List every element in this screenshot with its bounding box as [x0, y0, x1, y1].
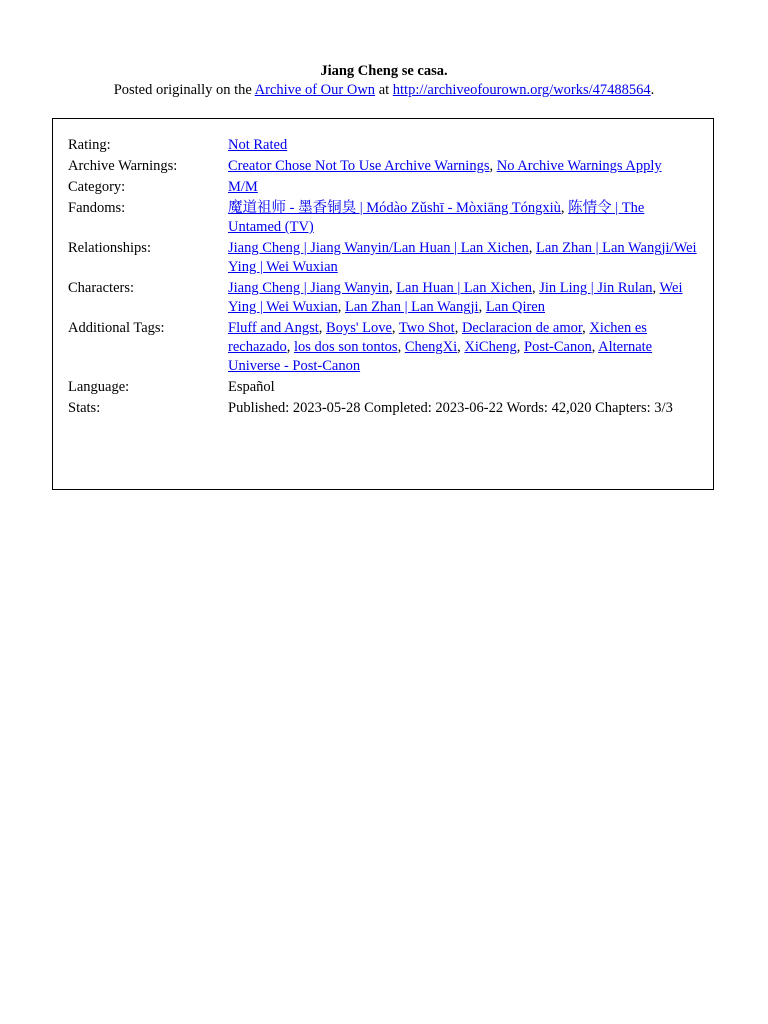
- metadata-box: [52, 118, 714, 490]
- relationships-label: Relationships:: [68, 240, 151, 256]
- meta-row-stats: [68, 399, 700, 418]
- meta-row-additional-tags: [68, 319, 700, 376]
- characters-label: Characters:: [68, 280, 135, 296]
- tag-link[interactable]: XiCheng: [464, 339, 517, 355]
- tag-link[interactable]: Post-Canon: [524, 339, 592, 355]
- additional-tags: Fluff and Angst, Boys' Love, Two Shot, Declaracion de amor, Xichen es rechazado, los dos son tontos, ChengXi, XiCheng, Post-Canon, Alternate Universe - Post-Canon: [228, 320, 653, 374]
- tag-link[interactable]: los dos son tontos: [294, 339, 398, 355]
- meta-row-characters: [68, 279, 700, 317]
- tag-link[interactable]: Fluff and Angst: [228, 320, 319, 336]
- tag-link[interactable]: Boys' Love: [326, 320, 392, 336]
- characters-tags: Jiang Cheng | Jiang Wanyin, Lan Huan | Lan Xichen, Jin Ling | Jin Rulan, Wei Ying | Wei Wuxian, Lan Zhan | Lan Wangji, Lan Qiren: [228, 280, 683, 315]
- fandoms-label: Fandoms:: [68, 200, 126, 216]
- meta-row-relationships: [68, 239, 700, 277]
- at-text: at: [375, 82, 393, 98]
- category-tags: [228, 178, 700, 197]
- relationships-tags: Jiang Cheng | Jiang Wanyin/Lan Huan | Lan Xichen, Lan Zhan | Lan Wangji/Wei Ying | Wei Wuxian: [228, 240, 697, 275]
- category-label: Category:: [68, 179, 126, 195]
- tag-link[interactable]: ChengXi: [404, 339, 458, 355]
- tag-link[interactable]: No Archive Warnings Apply: [496, 158, 662, 174]
- tag-link[interactable]: Jiang Cheng | Jiang Wanyin/Lan Huan | Lan Xichen: [228, 240, 529, 256]
- tag-link[interactable]: Lan Zhan | Lan Wangji: [345, 299, 479, 315]
- posted-prefix: Posted originally on the: [113, 82, 255, 98]
- warnings-label: Archive Warnings:: [68, 158, 178, 174]
- metadata-list: [68, 136, 700, 420]
- meta-row-rating: [68, 136, 700, 155]
- tag-link[interactable]: 陈情令 | The Untamed (TV): [228, 200, 645, 235]
- tag-link[interactable]: Not Rated: [228, 137, 288, 153]
- rating-tags: [228, 136, 700, 155]
- stats-value: Published: 2023-05-28 Completed: 2023-06-22 Words: 42,020 Chapters: 3/3: [228, 400, 673, 416]
- additional-tags-label: Additional Tags:: [68, 320, 165, 336]
- fandoms-tags: 魔道祖师 - 墨香铜臭 | Módào Zǔshī - Mòxiāng Tóngxiù, 陈情令 | The Untamed (TV): [228, 200, 645, 235]
- work-header: [0, 62, 768, 100]
- tag-link[interactable]: Jin Ling | Jin Rulan: [539, 280, 653, 296]
- rating-label: Rating:: [68, 137, 111, 153]
- tag-link[interactable]: 魔道祖师 - 墨香铜臭 | Módào Zǔshī - Mòxiāng Tóngxiù: [228, 200, 561, 216]
- tag-link[interactable]: Lan Huan | Lan Xichen: [396, 280, 532, 296]
- language-label: Language:: [68, 379, 130, 395]
- tag-link[interactable]: Lan Zhan | Lan Wangji/Wei Ying | Wei Wuxian: [228, 240, 697, 275]
- meta-row-warnings: [68, 157, 700, 176]
- tag-link[interactable]: Alternate Universe - Post-Canon: [228, 339, 653, 374]
- meta-row-fandoms: [68, 199, 700, 237]
- tag-link[interactable]: Two Shot: [398, 320, 455, 336]
- language-value: Español: [228, 379, 275, 395]
- work-title: Jiang Cheng se casa.: [320, 63, 448, 79]
- period: .: [650, 82, 655, 98]
- posted-line: [0, 81, 768, 100]
- archive-link[interactable]: Archive of Our Own: [254, 82, 376, 98]
- tag-link[interactable]: Jiang Cheng | Jiang Wanyin: [228, 280, 389, 296]
- tag-link[interactable]: Xichen es rechazado: [228, 320, 647, 355]
- stats-label: Stats:: [68, 400, 101, 416]
- work-url-link[interactable]: http://archiveofourown.org/works/47488564: [392, 82, 651, 98]
- meta-row-language: [68, 378, 700, 397]
- tag-link[interactable]: Lan Qiren: [485, 299, 545, 315]
- meta-row-category: [68, 178, 700, 197]
- tag-link[interactable]: M/M: [228, 179, 258, 195]
- warnings-tags: Creator Chose Not To Use Archive Warnings, No Archive Warnings Apply: [228, 158, 662, 174]
- tag-link[interactable]: Creator Chose Not To Use Archive Warnings: [228, 158, 490, 174]
- tag-link[interactable]: Declaracion de amor: [461, 320, 583, 336]
- tag-link[interactable]: Wei Ying | Wei Wuxian: [228, 280, 683, 315]
